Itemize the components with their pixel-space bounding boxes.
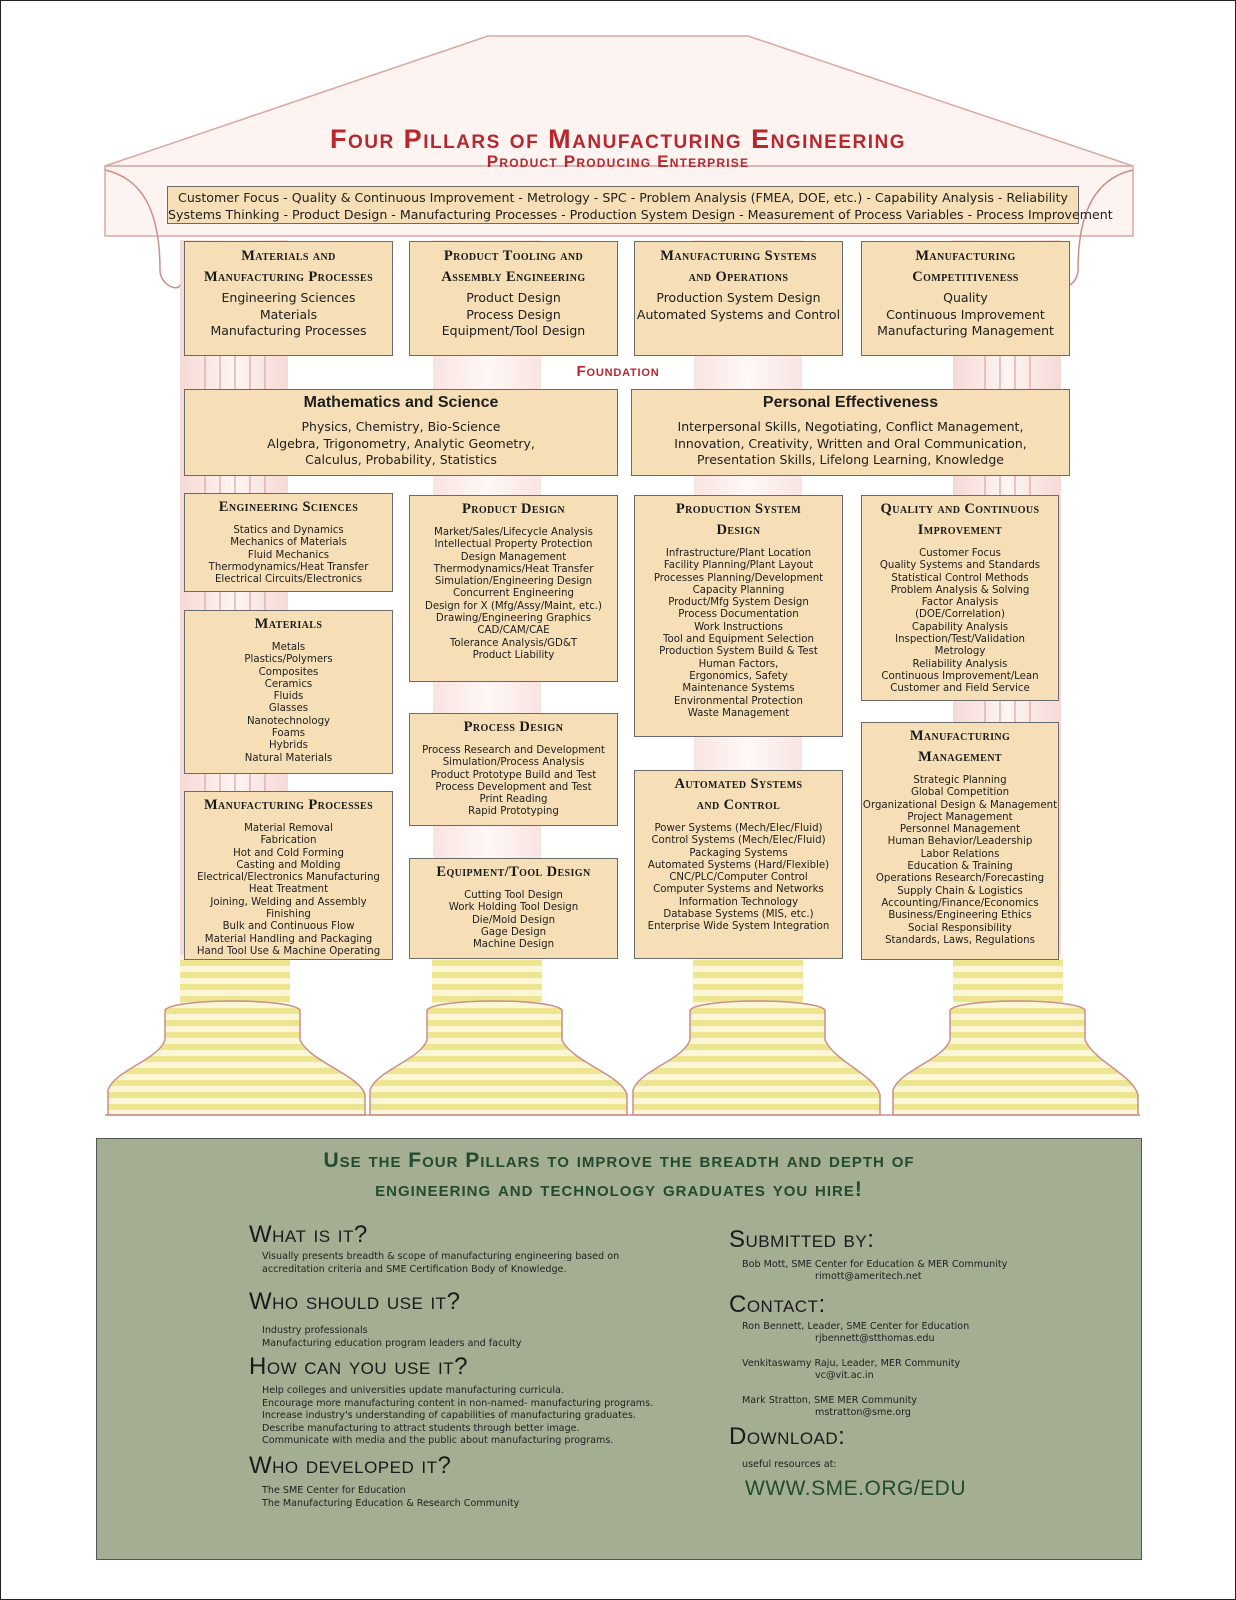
subject-item: Tolerance Analysis/GD&T bbox=[449, 637, 578, 649]
how-text: Help colleges and universities update manufacturing curricula. Encourage more manufacturing content in non-named- manufacturing programs. Increase industry's understanding of capabilities of manufacturing graduates. Describe manufacturing to attract students through better image. Communicate with media and the public about manufacturing programs. bbox=[262, 1385, 654, 1446]
subject-item: Electrical/Electronics Manufacturing bbox=[197, 872, 380, 884]
poster-subtitle: Product Producing Enterprise bbox=[486, 152, 750, 171]
submitted-heading: Submitted by: bbox=[729, 1226, 875, 1253]
subject-item: Customer and Field Service bbox=[890, 683, 1030, 695]
subject-item: Design for X (Mfg/Assy/Maint, etc.) bbox=[424, 600, 603, 612]
subject-item: Die/Mold Design bbox=[471, 914, 556, 926]
how-heading: How can you use it? bbox=[249, 1353, 468, 1380]
pillar-materials-manufacturing-processes bbox=[184, 241, 393, 356]
foundation-personal-effectiveness bbox=[631, 389, 1070, 476]
subject-item: Product/Mfg System Design bbox=[668, 597, 809, 609]
subject-item: Product Liability bbox=[472, 649, 555, 661]
pillar-heading: Manufacturing Competitiveness bbox=[912, 248, 1019, 285]
subject-item: Joining, Welding and Assembly bbox=[210, 896, 367, 908]
subject-item: Material Removal bbox=[244, 823, 333, 834]
contact-email: rjbennett@stthomas.edu bbox=[815, 1333, 935, 1344]
subject-items bbox=[635, 823, 842, 934]
download-heading: Download: bbox=[729, 1423, 846, 1450]
subject-item: Plastics/Polymers bbox=[244, 654, 333, 666]
submitted-email: rimott@ameritech.net bbox=[815, 1271, 922, 1282]
subject-item: Hot and Cold Forming bbox=[233, 847, 344, 859]
subject-item: Market/Sales/Lifecycle Analysis bbox=[434, 527, 593, 538]
subject-item: Metrology bbox=[934, 646, 986, 658]
subject-heading: Product Design bbox=[461, 501, 565, 517]
subject-equipment-tool-design bbox=[409, 858, 618, 959]
subject-item: Hybrids bbox=[269, 740, 308, 752]
foundation-label: Foundation bbox=[576, 363, 660, 380]
subject-heading: Manufacturing Processes bbox=[203, 797, 374, 813]
subject-materials bbox=[184, 610, 393, 774]
subject-item: Waste Management bbox=[687, 707, 790, 719]
pillar-items: Engineering Sciences Materials Manufacturing Processes bbox=[210, 290, 367, 338]
subject-item: Labor Relations bbox=[920, 848, 1000, 860]
subject-item: Print Reading bbox=[479, 794, 548, 806]
subject-item: Design Management bbox=[460, 551, 567, 563]
contact-name: Venkitaswamy Raju, Leader, MER Community bbox=[742, 1358, 961, 1369]
subject-item: Thermodynamics/Heat Transfer bbox=[433, 563, 594, 575]
subject-items bbox=[410, 745, 617, 819]
foundation-items: Physics, Chemistry, Bio-Science Algebra, Trigonometry, Analytic Geometry, Calculus, Probability, Statistics bbox=[267, 419, 535, 467]
subject-item: Computer Systems and Networks bbox=[653, 884, 824, 896]
pillar-product-tooling-assembly bbox=[409, 241, 618, 356]
subject-items bbox=[185, 823, 392, 958]
foundation-heading: Personal Effectiveness bbox=[762, 394, 939, 411]
subject-item: Information Technology bbox=[678, 896, 799, 908]
foundation-mathematics-science bbox=[184, 389, 618, 476]
subject-heading: Engineering Sciences bbox=[218, 499, 359, 515]
contact-email: mstratton@sme.org bbox=[815, 1407, 912, 1418]
subject-heading: Manufacturing Management bbox=[909, 728, 1011, 765]
contact-name: Mark Stratton, SME MER Community bbox=[742, 1395, 918, 1406]
subject-items bbox=[410, 890, 617, 951]
what-heading: What is it? bbox=[249, 1221, 368, 1248]
subject-item: Rapid Prototyping bbox=[468, 806, 559, 818]
subject-item: Process Documentation bbox=[678, 609, 799, 621]
subject-item: Human Behavior/Leadership bbox=[887, 836, 1033, 848]
subject-item: Intellectual Property Protection bbox=[434, 539, 593, 551]
subject-item: Project Management bbox=[907, 811, 1013, 823]
foundation-heading: Mathematics and Science bbox=[303, 394, 499, 411]
subject-item: Product Prototype Build and Test bbox=[430, 769, 597, 781]
subject-item: Supply Chain & Logistics bbox=[897, 885, 1023, 897]
subject-item: Environmental Protection bbox=[674, 695, 803, 707]
download-note: useful resources at: bbox=[742, 1459, 837, 1470]
subject-heading: Equipment/Tool Design bbox=[436, 864, 591, 880]
subject-item: Fluid Mechanics bbox=[247, 549, 330, 561]
subject-item: Casting and Molding bbox=[236, 859, 341, 871]
subject-item: Statics and Dynamics bbox=[233, 525, 344, 536]
subject-item: Capacity Planning bbox=[692, 584, 785, 596]
subject-item: Ergonomics, Safety bbox=[689, 670, 788, 682]
subject-item: Foams bbox=[271, 728, 306, 740]
subject-item: Mechanics of Materials bbox=[230, 537, 347, 549]
pillar-heading: Product Tooling and Assembly Engineering bbox=[441, 248, 586, 285]
top-band-line: Customer Focus - Quality & Continuous Improvement - Metrology - SPC - Problem Analysis (FMEA, DOE, etc.) - Capability Analysis - Reliability bbox=[178, 190, 1068, 205]
pillar-manufacturing-systems-operations bbox=[634, 241, 843, 356]
subject-items bbox=[410, 527, 617, 662]
subject-item: Operations Research/Forecasting bbox=[875, 873, 1045, 885]
subject-product-design bbox=[409, 495, 618, 682]
subject-item: Processes Planning/Development bbox=[653, 572, 824, 584]
contact-email: vc@vit.ac.in bbox=[815, 1370, 874, 1381]
subject-item: Work Instructions bbox=[694, 621, 783, 633]
column-1-base bbox=[108, 1001, 365, 1115]
subject-item: Factor Analysis bbox=[921, 597, 999, 609]
subject-item: Machine Design bbox=[472, 939, 555, 951]
subject-item: Power Systems (Mech/Elec/Fluid) bbox=[654, 823, 823, 834]
subject-item: Simulation/Engineering Design bbox=[434, 576, 593, 588]
subject-quality-continuous-improvement bbox=[861, 495, 1059, 701]
subject-item: Nanotechnology bbox=[246, 715, 331, 727]
subject-item: Quality Systems and Standards bbox=[879, 560, 1041, 572]
subject-process-design bbox=[409, 713, 618, 826]
subject-item: Drawing/Engineering Graphics bbox=[435, 613, 592, 625]
subject-item: Control Systems (Mech/Elec/Fluid) bbox=[651, 835, 826, 847]
contact-name: Ron Bennett, Leader, SME Center for Education bbox=[742, 1321, 970, 1332]
what-text: Visually presents breadth & scope of manufacturing engineering based on accreditation criteria and SME Certification Body of Knowledge. bbox=[262, 1251, 620, 1275]
subject-item: Metals bbox=[271, 642, 306, 653]
subject-item: (DOE/Correlation) bbox=[915, 609, 1005, 621]
subject-item: Problem Analysis & Solving bbox=[890, 584, 1030, 596]
subject-item: Production System Build & Test bbox=[659, 646, 818, 658]
subject-items bbox=[185, 525, 392, 586]
pillar-items: Production System Design Automated Systems and Control bbox=[636, 290, 841, 322]
subject-item: Packaging Systems bbox=[689, 847, 788, 859]
subject-item: Accounting/Finance/Economics bbox=[881, 897, 1039, 909]
subject-production-system-design bbox=[634, 495, 843, 737]
subject-item: Statistical Control Methods bbox=[891, 572, 1029, 584]
subject-item: Inspection/Test/Validation bbox=[895, 634, 1025, 646]
subject-item: Personnel Management bbox=[899, 824, 1021, 836]
subject-item: Automated Systems (Hard/Flexible) bbox=[647, 859, 830, 871]
contact-heading: Contact: bbox=[729, 1291, 826, 1318]
subject-item: Education & Training bbox=[907, 861, 1013, 873]
subject-item: Gage Design bbox=[480, 926, 547, 938]
subject-items bbox=[862, 775, 1058, 947]
subject-item: Process Development and Test bbox=[435, 781, 592, 793]
subject-item: Global Competition bbox=[910, 787, 1010, 799]
subject-item: Hand Tool Use & Machine Operating bbox=[196, 945, 381, 957]
subject-item: Customer Focus bbox=[919, 548, 1001, 559]
pillar-heading: Manufacturing Systems and Operations bbox=[660, 248, 817, 285]
info-panel bbox=[96, 1138, 1142, 1560]
column-3-base bbox=[633, 1001, 880, 1115]
subject-item: Maintenance Systems bbox=[682, 683, 795, 695]
pillar-heading: Materials and Manufacturing Processes bbox=[203, 248, 374, 285]
subject-heading: Production System Design bbox=[675, 501, 802, 538]
subject-item: Concurrent Engineering bbox=[453, 588, 574, 600]
subject-item: Business/Engineering Ethics bbox=[888, 910, 1032, 922]
subject-item: Infrastructure/Plant Location bbox=[665, 548, 812, 559]
subject-manufacturing-processes bbox=[184, 791, 393, 960]
subject-item: Heat Treatment bbox=[248, 884, 329, 896]
developed-text: The SME Center for Education The Manufacturing Education & Research Community bbox=[262, 1485, 520, 1509]
subject-item: Fluids bbox=[273, 691, 304, 703]
top-band bbox=[167, 186, 1113, 224]
pillar-items: Quality Continuous Improvement Manufacturing Management bbox=[877, 290, 1054, 338]
top-band-line: Systems Thinking - Product Design - Manufacturing Processes - Production System Design - Measurement of Process Variables - Process Improvement bbox=[168, 207, 1113, 222]
subject-item: Tool and Equipment Selection bbox=[663, 634, 814, 646]
subject-item: CAD/CAM/CAE bbox=[477, 625, 550, 637]
subject-item: Social Responsibility bbox=[908, 922, 1012, 934]
subject-item: Capability Analysis bbox=[911, 621, 1009, 633]
subject-item: Organizational Design & Management bbox=[862, 799, 1058, 811]
subject-item: Reliability Analysis bbox=[912, 658, 1008, 670]
developed-heading: Who developed it? bbox=[249, 1452, 452, 1479]
subject-heading: Process Design bbox=[463, 719, 564, 735]
submitted-name: Bob Mott, SME Center for Education & MER Community bbox=[742, 1259, 1008, 1270]
subject-item: Process Research and Development bbox=[422, 745, 605, 756]
subject-items bbox=[635, 548, 842, 720]
subject-automated-systems-control bbox=[634, 770, 843, 959]
who-heading: Who should use it? bbox=[249, 1288, 461, 1315]
poster-title: Four Pillars of Manufacturing Engineering bbox=[329, 124, 907, 154]
subject-heading: Materials bbox=[254, 616, 323, 632]
subject-item: Composites bbox=[258, 666, 319, 678]
subject-item: Facility Planning/Plant Layout bbox=[663, 560, 814, 572]
subject-item: Fabrication bbox=[260, 835, 317, 847]
subject-item: Bulk and Continuous Flow bbox=[222, 921, 355, 933]
subject-items bbox=[862, 548, 1058, 696]
subject-heading: Quality and Continuous Improvement bbox=[880, 501, 1040, 538]
subject-items bbox=[185, 642, 392, 765]
column-4-base bbox=[893, 1001, 1138, 1115]
panel-headline: engineering and technology graduates you hire! bbox=[375, 1178, 863, 1201]
subject-item: Ceramics bbox=[264, 678, 313, 690]
subject-item: Standards, Laws, Regulations bbox=[885, 934, 1035, 946]
panel-headline: Use the Four Pillars to improve the breadth and depth of bbox=[323, 1149, 915, 1172]
subject-item: Work Holding Tool Design bbox=[448, 902, 579, 914]
download-url-link[interactable]: WWW.SME.ORG/EDU bbox=[745, 1477, 966, 1500]
subject-item: Strategic Planning bbox=[913, 775, 1007, 786]
subject-item: Continuous Improvement/Lean bbox=[881, 670, 1039, 682]
subject-item: Material Handling and Packaging bbox=[204, 933, 373, 945]
subject-heading: Automated Systems and Control bbox=[674, 776, 803, 813]
subject-item: Human Factors, bbox=[698, 658, 779, 670]
subject-item: Thermodynamics/Heat Transfer bbox=[208, 561, 369, 573]
subject-item: CNC/PLC/Computer Control bbox=[669, 872, 808, 884]
subject-item: Database Systems (MIS, etc.) bbox=[663, 909, 814, 921]
subject-engineering-sciences bbox=[184, 493, 393, 592]
subject-item: Electrical Circuits/Electronics bbox=[214, 574, 363, 586]
subject-item: Enterprise Wide System Integration bbox=[647, 921, 830, 933]
subject-manufacturing-management bbox=[861, 722, 1059, 960]
subject-item: Natural Materials bbox=[244, 752, 333, 764]
subject-item: Glasses bbox=[268, 703, 309, 715]
subject-item: Finishing bbox=[266, 909, 311, 921]
pillar-manufacturing-competitiveness bbox=[861, 241, 1070, 356]
subject-item: Cutting Tool Design bbox=[464, 890, 563, 901]
column-2-base bbox=[370, 1001, 627, 1115]
subject-item: Simulation/Process Analysis bbox=[442, 757, 585, 769]
foundation-items: Interpersonal Skills, Negotiating, Conflict Management, Innovation, Creativity, Written and Oral Communication, Presentation Skills, Lifelong Learning, Knowledge bbox=[674, 419, 1027, 467]
who-text: Industry professionals Manufacturing education program leaders and faculty bbox=[262, 1325, 522, 1349]
pillar-items: Product Design Process Design Equipment/Tool Design bbox=[441, 290, 586, 338]
